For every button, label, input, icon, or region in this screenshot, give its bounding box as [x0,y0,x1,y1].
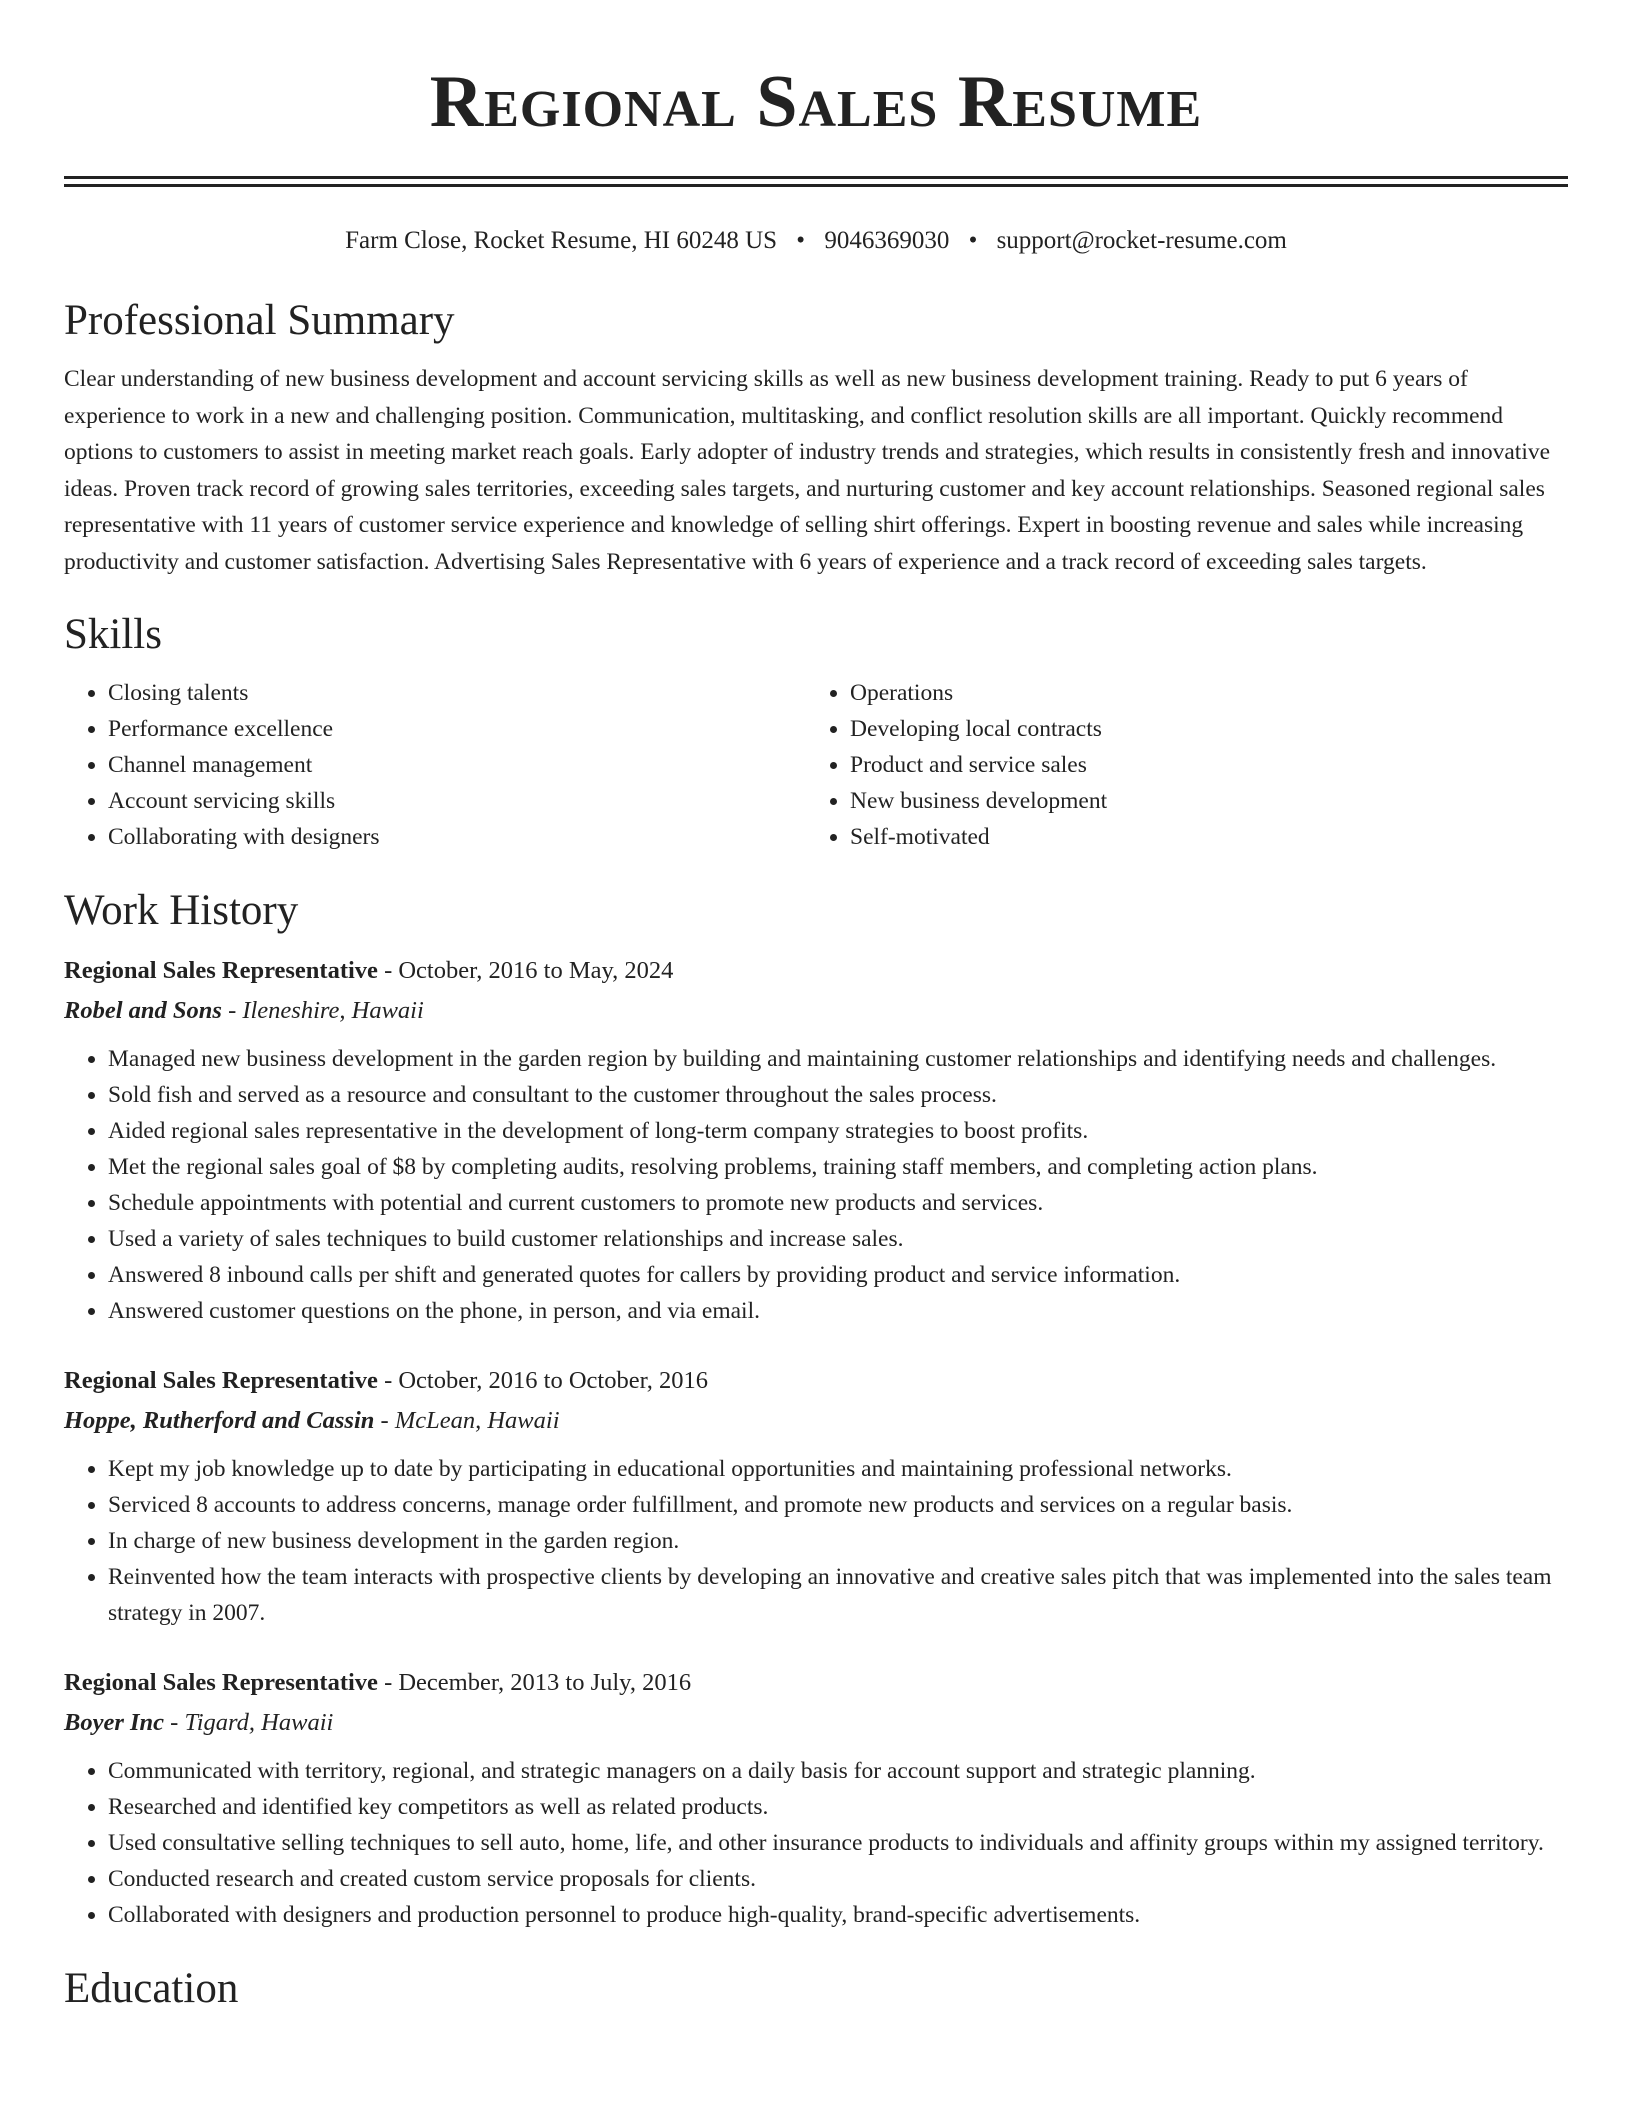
job-bullet: • Serviced 8 accounts to address concerns, manage order fulfillment, and promote new products and services on a regular basis. [108,1487,1568,1523]
employer-location: - McLean, Hawaii [374,1406,560,1434]
job-bullet: • Collaborated with designers and production personnel to produce high-quality, brand-specific advertisements. [108,1897,1568,1933]
job-dates: - October, 2016 to October, 2016 [377,1366,709,1394]
work-history-heading: Work History [64,886,299,934]
contact-email: support@rocket-resume.com [996,227,1287,254]
employer-line [64,1401,1568,1441]
skill-item: • Collaborating with designers [108,819,806,855]
contact-address: Farm Close, Rocket Resume, HI 60248 US [345,227,778,254]
job-bullet: • Communicated with territory, regional, and strategic managers on a daily basis for account support and strategic planning. [108,1753,1568,1789]
skill-item: • Developing local contracts [850,711,1568,747]
employer-location: - Ileneshire, Hawaii [221,996,424,1024]
skill-item: • Account servicing skills [108,783,806,819]
employer-location: - Tigard, Hawaii [164,1708,334,1736]
job-bullet: • Researched and identified key competitors as well as related products. [108,1789,1568,1825]
header-divider-top [64,176,1568,179]
contact-separator: • [796,227,806,254]
skill-item: • Closing talents [108,675,806,711]
contact-phone: 9046369030 [824,227,950,254]
job-bullet: • Reinvented how the team interacts with prospective clients by developing an innovative and creative sales pitch that was implemented into the sales team strategy in 2007. [108,1559,1568,1631]
job-bullets [64,1041,1568,1329]
employer-line [64,1703,1568,1743]
skill-item: • Performance excellence [108,711,806,747]
job-bullet: • Answered 8 inbound calls per shift and generated quotes for callers by providing product and service information. [108,1257,1568,1293]
job-title: Regional Sales Representative [64,1668,378,1696]
job-entry [64,1361,1568,1631]
job-bullet: • In charge of new business development in the garden region. [108,1523,1568,1559]
header-divider-bottom [64,184,1568,187]
skill-item: • Channel management [108,747,806,783]
resume-title: Regional Sales Resume [429,61,1203,143]
job-title-line [64,1361,1568,1401]
skill-item: • Product and service sales [850,747,1568,783]
job-bullet: • Managed new business development in the garden region by building and maintaining customer relationships and identifying needs and challenges. [108,1041,1568,1077]
skill-item: • Self-motivated [850,819,1568,855]
skill-item: • Operations [850,675,1568,711]
job-bullet: • Used consultative selling techniques to sell auto, home, life, and other insurance products to individuals and affinity groups within my assigned territory. [108,1825,1568,1861]
job-bullet: • Conducted research and created custom service proposals for clients. [108,1861,1568,1897]
job-bullet: • Schedule appointments with potential and current customers to promote new products and services. [108,1185,1568,1221]
job-bullet: • Answered customer questions on the phone, in person, and via email. [108,1293,1568,1329]
employer-name: Boyer Inc [64,1708,165,1736]
contact-separator: • [968,227,978,254]
job-title-line [64,1663,1568,1703]
job-entry [64,1663,1568,1933]
skills-heading: Skills [64,610,162,658]
skills-grid [64,675,1568,855]
job-dates: - October, 2016 to May, 2024 [377,956,674,984]
contact-line [64,225,1568,257]
employer-name: Hoppe, Rutherford and Cassin [64,1406,375,1434]
job-bullet: • Aided regional sales representative in the development of long-term company strategies to boost profits. [108,1113,1568,1149]
education-heading: Education [64,1964,239,2012]
job-bullet: • Kept my job knowledge up to date by participating in educational opportunities and maintaining professional networks. [108,1451,1568,1487]
job-bullet: • Met the regional sales goal of $8 by completing audits, resolving problems, training staff members, and completing action plans. [108,1149,1568,1185]
skills-column-2 [806,675,1568,855]
summary-text: Clear understanding of new business development and account servicing skills as well as new business development training. Ready to put 6 years of experience to work in a new and challenging position. Communication, multitasking, and conflict resolution skills are all important. Quickly recommend options to customers to assist in meeting market reach goals. Early adopter of industry trends and strategies, which results in consistently fresh and innovative ideas. Proven track record of growing sales territories, exceeding sales targets, and nurturing customer and key account relationships. Seasoned regional sales representative with 11 years of customer service experience and knowledge of selling shirt offerings. Expert in boosting revenue and sales while increasing productivity and customer satisfaction. Advertising Sales Representative with 6 years of experience and a track record of exceeding sales targets. [64,366,1551,575]
summary-heading: Professional Summary [64,297,455,344]
employer-line [64,991,1568,1031]
job-bullets [64,1753,1568,1933]
job-title: Regional Sales Representative [64,956,378,984]
job-dates: - December, 2013 to July, 2016 [377,1668,692,1696]
job-title-line [64,951,1568,991]
job-bullet: • Sold fish and served as a resource and consultant to the customer throughout the sales process. [108,1077,1568,1113]
employer-name: Robel and Sons [64,996,222,1024]
job-title: Regional Sales Representative [64,1366,378,1394]
job-entry [64,951,1568,1329]
skills-column-1 [64,675,806,855]
job-bullets [64,1451,1568,1631]
job-bullet: • Used a variety of sales techniques to build customer relationships and increase sales. [108,1221,1568,1257]
skill-item: • New business development [850,783,1568,819]
